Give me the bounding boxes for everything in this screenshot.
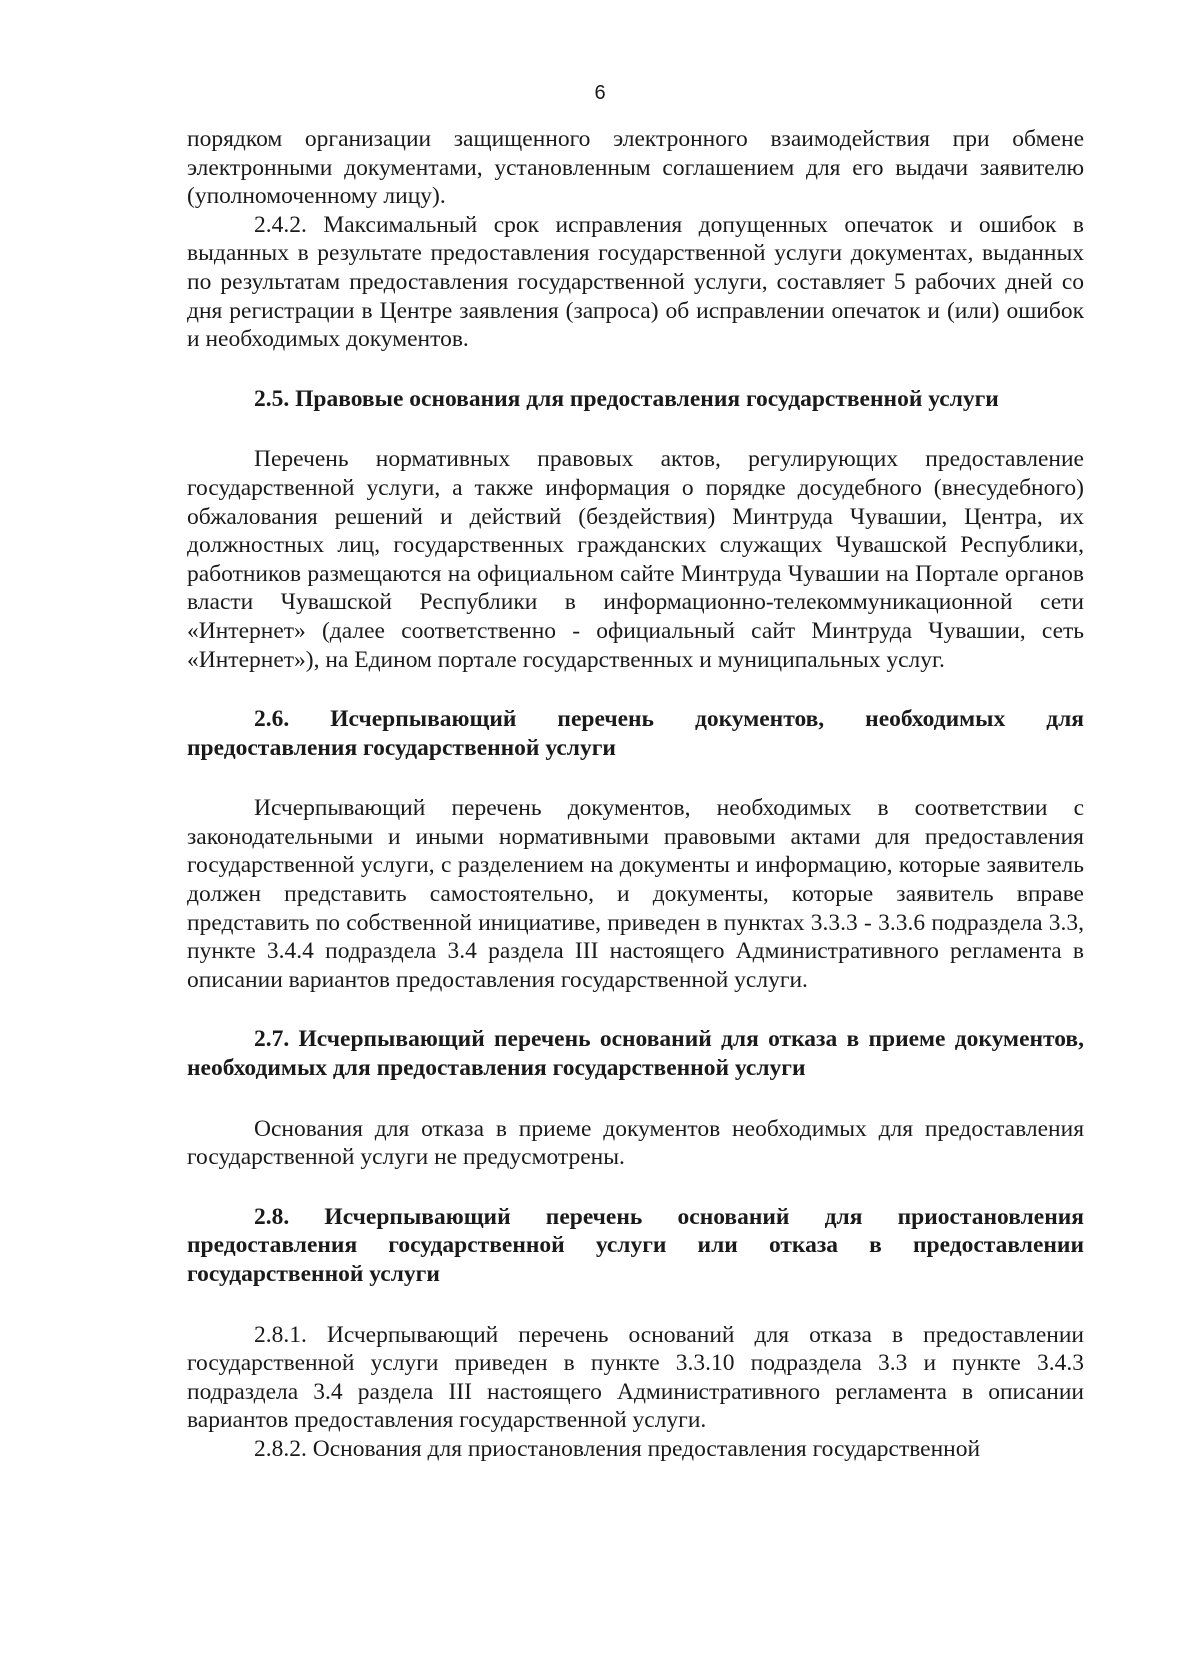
paragraph-2-4-1-continuation: порядком организации защищенного электронного взаимодействия при обмене электронными документами, установленным соглашением для его выдачи заявителю (уполномоченному лицу).: [187, 126, 1084, 210]
paragraph-2-7: Основания для отказа в приеме документов необходимых для предоставления государственной услуги не предусмотрены.: [187, 1115, 1084, 1171]
document-body: [187, 125, 1084, 1464]
paragraph-2-8-1: 2.8.1. Исчерпывающий перечень оснований для отказа в предоставлении государственной услуги приведен в пункте 3.3.10 подраздела 3.3 и пункте 3.4.3 подраздела 3.4 раздела III настоящего Административного регламента в описании вариантов предоставления государственной услуги.: [187, 1321, 1084, 1434]
section-heading-2-8: 2.8. Исчерпывающий перечень оснований для приостановления предоставления государственной услуги или отказа в предоставлении государственной услуги: [187, 1203, 1084, 1287]
section-heading-2-5: 2.5. Правовые основания для предоставления государственной услуги: [254, 385, 999, 412]
section-heading-2-7: 2.7. Исчерпывающий перечень оснований для отказа в приеме документов, необходимых для предоставления государственной услуги: [187, 1026, 1084, 1082]
paragraph-2-5: Перечень нормативных правовых актов, регулирующих предоставление государственной услуги, а также информация о порядке досудебного (внесудебного) обжалования решений и действий (бездействия) Минтруда Чувашии, Центра, их должностных лиц, государственных гражданских служащих Чувашской Республики, работников размещаются на официальном сайте Минтруда Чувашии на Портале органов власти Чувашской Республики в информационно-телекоммуникационной сети «Интернет» (далее соответственно - официальный сайт Минтруда Чувашии, сеть «Интернет»), на Едином портале государственных и муниципальных услуг.: [187, 446, 1084, 673]
page-number: 6: [594, 82, 606, 104]
section-heading-2-6: 2.6. Исчерпывающий перечень документов, необходимых для предоставления государственной услуги: [187, 706, 1084, 761]
paragraph-2-8-2: 2.8.2. Основания для приостановления предоставления государственной: [254, 1435, 981, 1462]
paragraph-2-6: Исчерпывающий перечень документов, необходимых в соответствии с законодательными и иными нормативными правовыми актами для предоставления государственной услуги, с разделением на документы и информацию, которые заявитель должен представить самостоятельно, и документы, которые заявитель вправе представить по собственной инициативе, приведен в пунктах 3.3.3 - 3.3.6 подраздела 3.3, пункте 3.4.4 подраздела 3.4 раздела III настоящего Административного регламента в описании вариантов предоставления государственной услуги.: [187, 795, 1084, 993]
paragraph-2-4-2: 2.4.2. Максимальный срок исправления допущенных опечаток и ошибок в выданных в результате предоставления государственной услуги документах, выданных по результатам предоставления государственной услуги, составляет 5 рабочих дней со дня регистрации в Центре заявления (запроса) об исправлении опечаток и (или) ошибок и необходимых документов.: [187, 211, 1084, 353]
